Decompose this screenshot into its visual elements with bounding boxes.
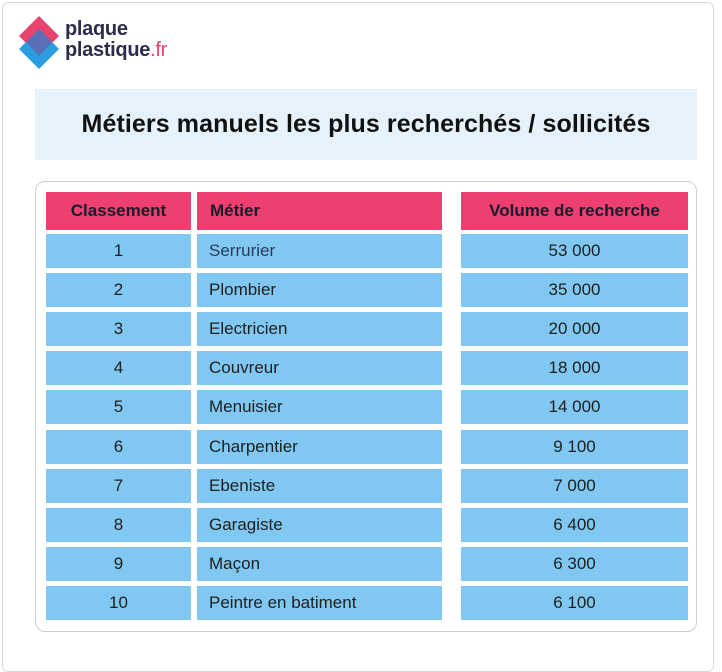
row-rank	[46, 508, 191, 542]
row-job-text: Couvreur	[209, 358, 279, 377]
row-volume	[461, 547, 688, 581]
row-rank	[46, 312, 191, 346]
row-job	[197, 586, 442, 620]
row-volume-text: 53 000	[548, 241, 601, 260]
row-job	[197, 234, 442, 268]
row-job	[197, 312, 442, 346]
row-rank-text: 6	[113, 437, 124, 456]
row-rank-text: 3	[113, 319, 124, 338]
row-job	[197, 547, 442, 581]
row-job-text: Charpentier	[209, 437, 298, 456]
page-title: Métiers manuels les plus recherchés / sollicités	[81, 110, 651, 138]
logo-line-1: plaque	[65, 18, 128, 40]
row-job	[197, 390, 442, 424]
row-rank-text: 5	[113, 397, 124, 416]
row-volume	[461, 273, 688, 307]
row-job-text: Maçon	[209, 554, 261, 573]
row-volume-text: 6 400	[553, 515, 596, 534]
row-job	[197, 273, 442, 307]
logo-line-2	[65, 40, 167, 61]
row-rank-text: 4	[113, 358, 124, 377]
row-volume-text: 14 000	[548, 397, 601, 416]
row-volume	[461, 469, 688, 503]
row-rank-text: 9	[113, 554, 124, 573]
logo-tld: .fr	[150, 39, 167, 61]
row-job-text: Garagiste	[209, 515, 283, 534]
row-volume	[461, 312, 688, 346]
row-rank	[46, 390, 191, 424]
row-rank	[46, 469, 191, 503]
row-volume-text: 7 000	[553, 476, 596, 495]
row-rank-text: 8	[113, 515, 124, 534]
row-job-text: Peintre en batiment	[209, 593, 357, 612]
row-volume	[461, 586, 688, 620]
row-rank	[46, 273, 191, 307]
row-job	[197, 430, 442, 464]
row-job	[197, 469, 442, 503]
row-rank	[46, 430, 191, 464]
row-volume	[461, 351, 688, 385]
row-job-text: Electricien	[209, 319, 288, 338]
row-volume	[461, 430, 688, 464]
row-rank-text: 7	[113, 476, 124, 495]
title-banner	[35, 89, 697, 160]
row-rank-text: 1	[113, 241, 124, 260]
logo-diamond-icon	[15, 15, 63, 71]
header-volume	[461, 192, 688, 230]
header-metier	[197, 192, 442, 230]
row-job	[197, 351, 442, 385]
row-volume	[461, 508, 688, 542]
row-rank	[46, 586, 191, 620]
header-classement-text: Classement	[70, 201, 167, 220]
header-metier-text: Métier	[210, 201, 261, 220]
logo-wordmark	[65, 19, 167, 61]
plaqueplastique-logo[interactable]	[15, 15, 185, 71]
row-rank	[46, 351, 191, 385]
row-volume	[461, 390, 688, 424]
header-volume-text: Volume de recherche	[489, 201, 660, 220]
row-volume	[461, 234, 688, 268]
row-volume-text: 18 000	[548, 358, 601, 377]
row-job-text: Menuisier	[209, 397, 283, 416]
row-job	[197, 508, 442, 542]
row-job-text: Serrurier	[209, 241, 276, 260]
row-job-text: Plombier	[209, 280, 277, 299]
row-volume-text: 20 000	[548, 319, 601, 338]
row-volume-text: 35 000	[548, 280, 601, 299]
row-rank-text: 2	[113, 280, 124, 299]
logo-name: plastique	[65, 39, 151, 61]
row-volume-text: 9 100	[553, 437, 596, 456]
row-volume-text: 6 300	[553, 554, 596, 573]
row-volume-text: 6 100	[553, 593, 596, 612]
row-rank	[46, 547, 191, 581]
row-job-text: Ebeniste	[209, 476, 276, 495]
header-classement	[46, 192, 191, 230]
row-rank-text: 10	[109, 593, 128, 612]
row-rank	[46, 234, 191, 268]
